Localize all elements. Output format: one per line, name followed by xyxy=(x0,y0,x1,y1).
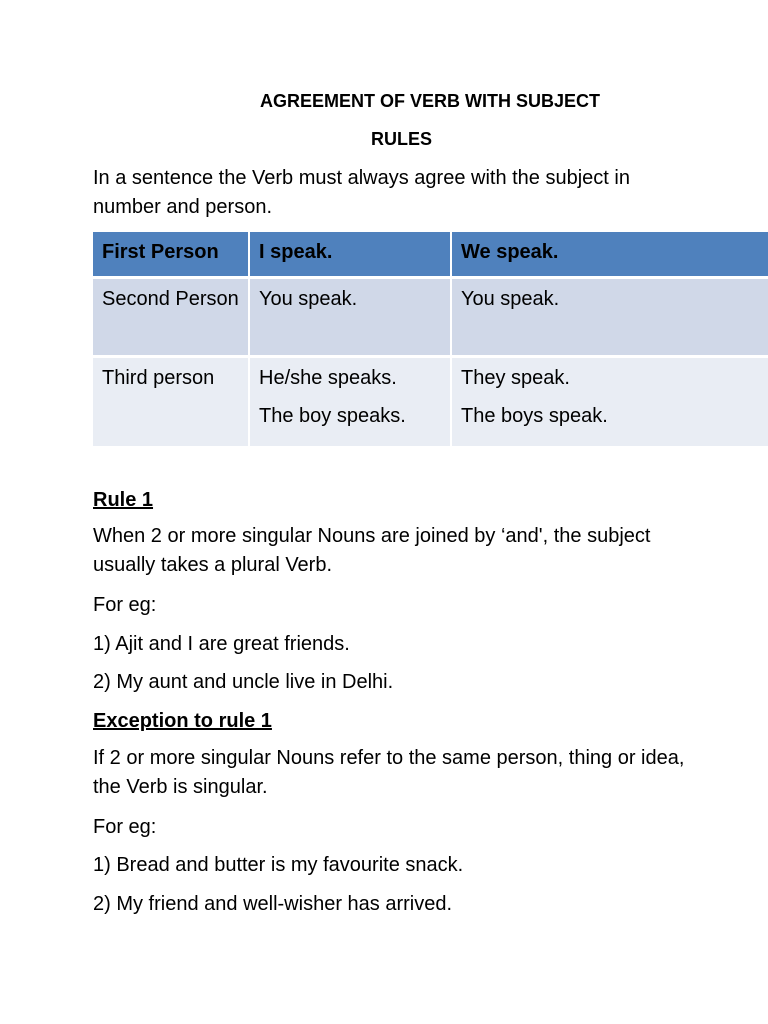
cell-line: He/she speaks. xyxy=(259,367,397,389)
cell-line: I speak. xyxy=(259,241,333,263)
cell-line: They speak. xyxy=(461,367,570,389)
exception1-example: 2) My friend and well-wisher has arrived. xyxy=(93,893,453,915)
person-agreement-table xyxy=(93,232,768,449)
intro-paragraph: In a sentence the Verb must always agree with the subject in number and person. xyxy=(93,167,630,218)
table-cell-singular xyxy=(249,232,451,278)
cell-line: The boys speak. xyxy=(461,405,608,427)
exception1-paragraph: If 2 or more singular Nouns refer to the same person, thing or idea, the Verb is singular. xyxy=(93,747,685,798)
cell-line: You speak. xyxy=(461,288,560,310)
table-cell-plural xyxy=(451,232,768,278)
cell-line: You speak. xyxy=(259,288,358,310)
cell-line: We speak. xyxy=(461,241,559,263)
table-cell-plural xyxy=(451,278,768,357)
table-cell-plural xyxy=(451,357,768,448)
table-cell-person: Second Person xyxy=(93,278,249,357)
table-row xyxy=(93,232,768,278)
exception1-heading: Exception to rule 1 xyxy=(93,710,272,732)
rule1-paragraph: When 2 or more singular Nouns are joined by ‘and', the subject usually takes a plural Verb. xyxy=(93,525,651,576)
rule1-example: 1) Ajit and I are great friends. xyxy=(93,633,350,655)
document-subtitle: RULES xyxy=(371,129,433,149)
document-title: AGREEMENT OF VERB WITH SUBJECT xyxy=(260,91,601,111)
table-cell-person: Third person xyxy=(93,357,249,448)
rule1-heading: Rule 1 xyxy=(93,489,154,511)
exception1-for-eg: For eg: xyxy=(93,816,157,838)
table-cell-singular xyxy=(249,278,451,357)
rule1-example: 2) My aunt and uncle live in Delhi. xyxy=(93,671,394,693)
table-row xyxy=(93,278,768,357)
table-row xyxy=(93,357,768,448)
rule1-for-eg: For eg: xyxy=(93,594,157,616)
table-cell-singular xyxy=(249,357,451,448)
exception1-example: 1) Bread and butter is my favourite snack. xyxy=(93,854,464,876)
cell-line: The boy speaks. xyxy=(259,405,406,427)
table-cell-person: First Person xyxy=(93,232,249,278)
